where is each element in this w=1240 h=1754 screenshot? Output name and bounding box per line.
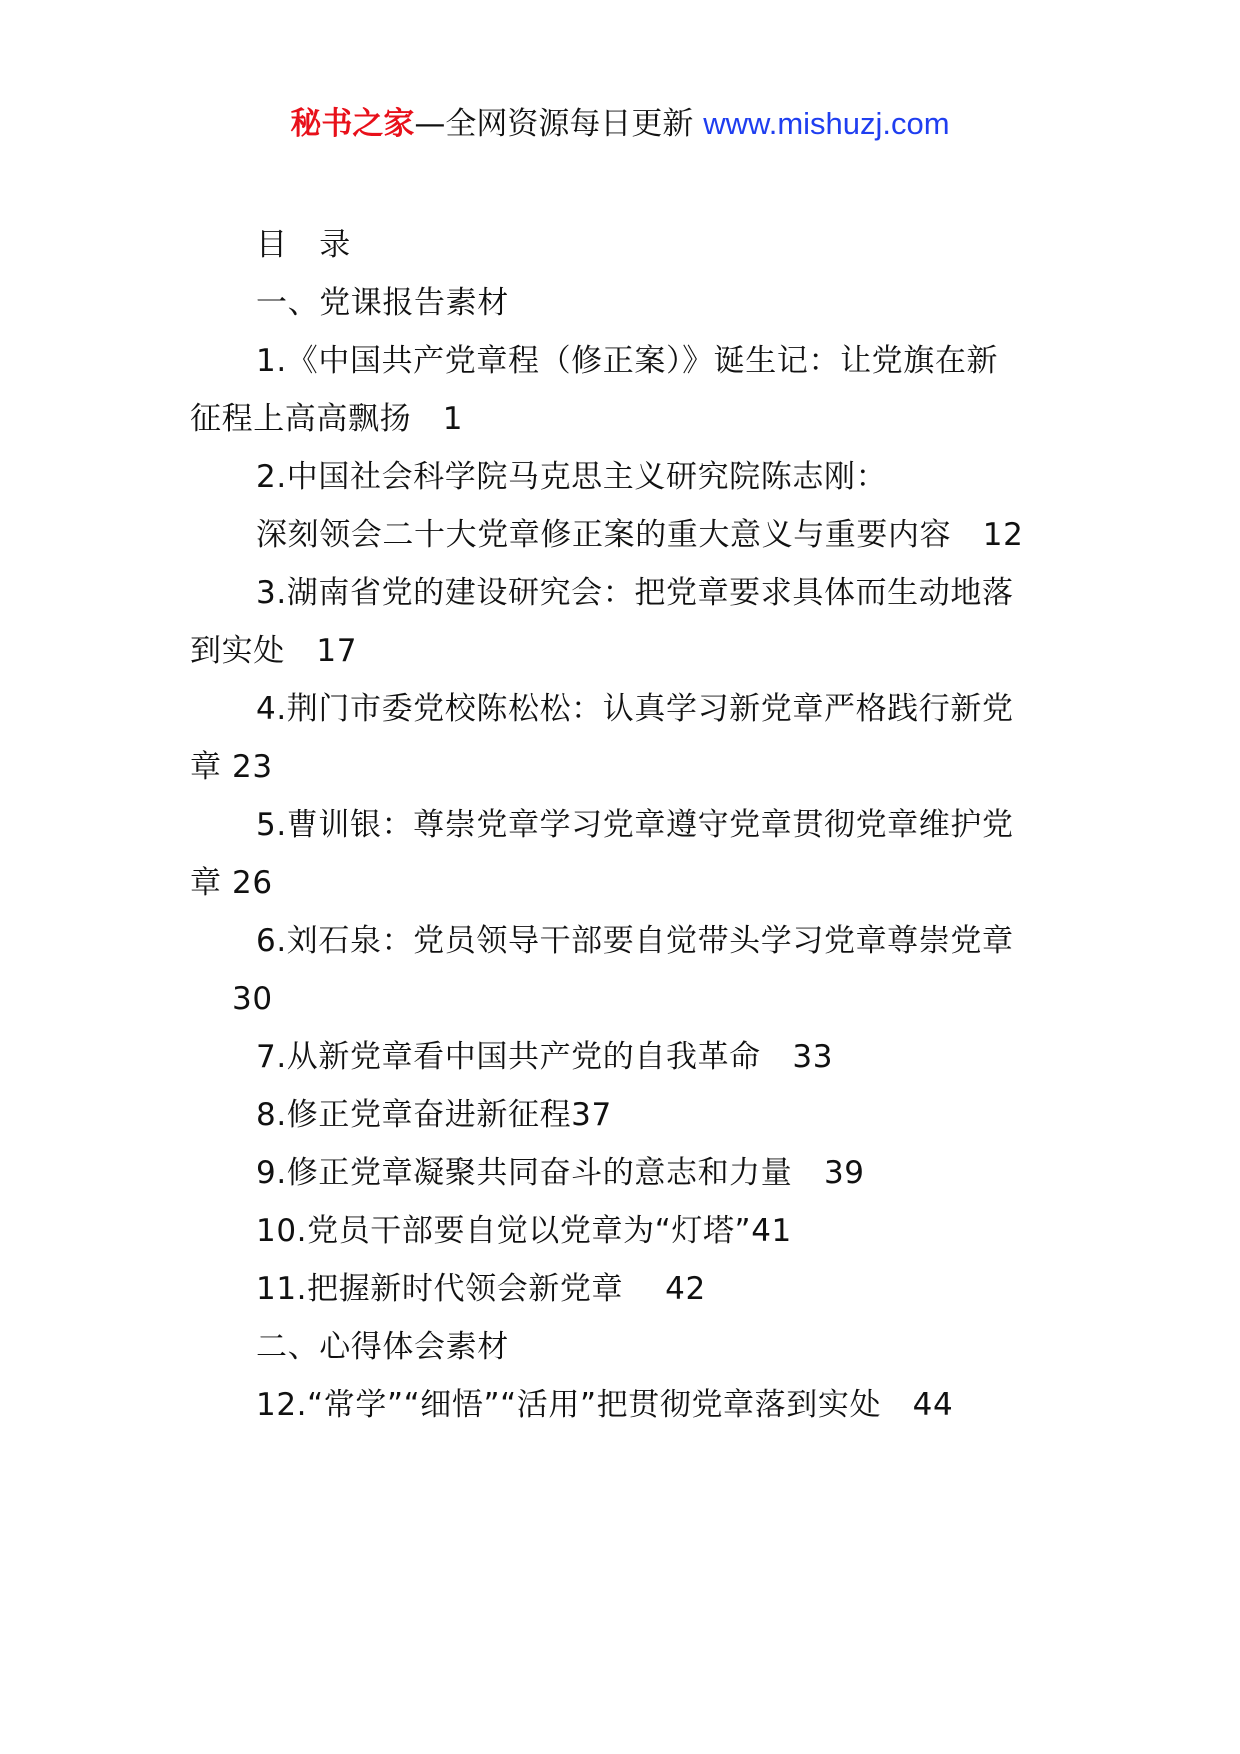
toc-item-12: 12.“常学”“细悟”“活用”把贯彻党章落到实处 44	[256, 1387, 954, 1423]
toc-item-5-line-1: 5.曹训银：尊崇党章学习党章遵守党章贯彻党章维护党	[256, 807, 1014, 843]
toc-item-6-line-2: 30	[232, 981, 273, 1017]
toc-section-2: 二、心得体会素材	[256, 1329, 509, 1365]
toc-item-4-line-2: 章 23	[190, 749, 273, 785]
toc-item-9: 9.修正党章凝聚共同奋斗的意志和力量 39	[256, 1155, 865, 1191]
toc-item-2-line-2: 深刻领会二十大党章修正案的重大意义与重要内容 12	[256, 517, 1024, 553]
site-header	[0, 100, 1240, 148]
toc-section-1: 一、党课报告素材	[256, 285, 509, 321]
toc-item-1-line-1: 1.《中国共产党章程（修正案）》诞生记：让党旗在新	[256, 343, 999, 379]
toc-item-2-line-1: 2.中国社会科学院马克思主义研究院陈志刚：	[256, 459, 888, 495]
toc-item-3-line-2: 到实处 17	[190, 633, 358, 669]
toc-item-1-line-2: 征程上高高飘扬 1	[190, 401, 464, 437]
toc-item-7: 7.从新党章看中国共产党的自我革命 33	[256, 1039, 834, 1075]
site-url-link[interactable]: www.mishuzj.com	[703, 106, 950, 141]
toc-item-3-line-1: 3.湖南省党的建设研究会：把党章要求具体而生动地落	[256, 575, 1014, 611]
toc-item-5-line-2: 章 26	[190, 865, 273, 901]
toc-item-8: 8.修正党章奋进新征程37	[256, 1097, 612, 1133]
toc-title: 目 录	[256, 227, 351, 263]
toc-item-11: 11.把握新时代领会新党章 42	[256, 1271, 706, 1307]
site-slogan: —全网资源每日更新	[414, 106, 704, 142]
toc-item-10: 10.党员干部要自觉以党章为“灯塔”41	[256, 1213, 792, 1249]
toc-item-4-line-1: 4.荆门市委党校陈松松：认真学习新党章严格践行新党	[256, 691, 1014, 727]
site-brand: 秘书之家	[290, 106, 415, 142]
toc-item-6-line-1: 6.刘石泉：党员领导干部要自觉带头学习党章尊崇党章	[256, 923, 1014, 959]
